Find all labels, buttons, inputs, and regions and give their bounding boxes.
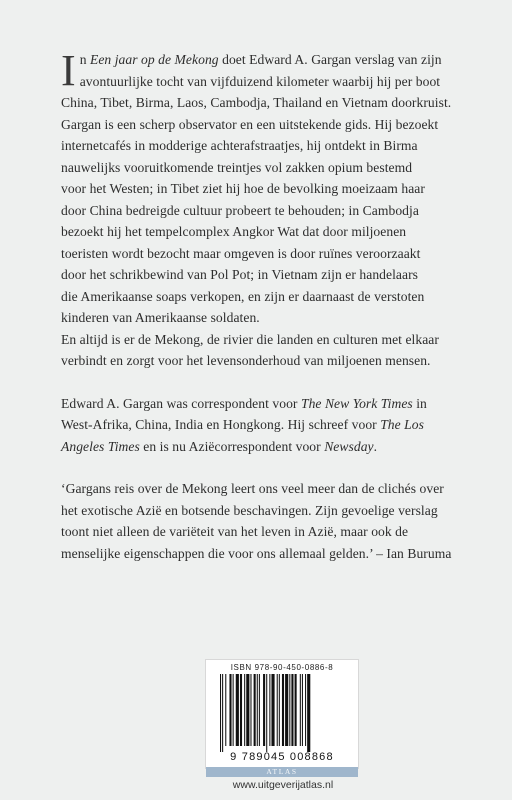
intro-line: nauwelijks vooruitkomende treintjes vol zakken opium bestemd bbox=[61, 159, 413, 175]
intro-line: toeristen wordt bezocht maar omgeven is door ruïnes veroorzaakt bbox=[61, 245, 421, 261]
barcode-bar bbox=[222, 674, 223, 752]
intro-line: die Amerikaanse soaps verkopen, en zijn er daarnaast de verstoten bbox=[61, 288, 425, 304]
intro-line: door het schrikbewind van Pol Pot; in Vietnam zijn er handelaars bbox=[61, 267, 419, 282]
barcode-bar bbox=[259, 674, 260, 746]
bio-line: Edward A. Gargan was correspondent voor The New York Times in bbox=[61, 395, 427, 411]
author-bio bbox=[61, 393, 481, 458]
barcode-bar bbox=[244, 674, 245, 746]
intro-line: n Een jaar op de Mekong doet Edward A. Gargan verslag van zijn bbox=[79, 52, 442, 67]
barcode-bar bbox=[250, 674, 251, 746]
intro-line: door China bedreigde cultuur probeert te behouden; in Cambodja bbox=[61, 202, 419, 218]
quote-line: het exotische Azië en botsende beschavingen. Zijn gevoelige verslag bbox=[61, 502, 438, 518]
bio-line: Angeles Times en is nu Aziëcorrespondent voor Newsday. bbox=[61, 438, 378, 454]
barcode-bar bbox=[285, 674, 288, 746]
barcode-bar bbox=[282, 674, 284, 746]
intro-paragraph bbox=[61, 46, 481, 372]
isbn-label: ISBN 978-90-450-0886-8 bbox=[230, 663, 334, 672]
quote-line: toont niet alleen de variëteit van het leven in Azië, maar ook de bbox=[61, 524, 409, 539]
intro-line: avontuurlijke tocht van vijfduizend kilometer waarbij hij per boot bbox=[79, 73, 441, 89]
publisher-name: ATLAS bbox=[266, 767, 298, 776]
barcode-bar bbox=[307, 674, 310, 752]
intro-line: internetcafés in modderige achterafstraatjes, hij ontdekt in Birma bbox=[61, 138, 418, 153]
back-cover-text bbox=[61, 46, 481, 564]
barcode-digits: 9 789045 008868 bbox=[230, 751, 334, 763]
barcode-bar bbox=[277, 674, 278, 746]
barcode-bar bbox=[257, 674, 258, 746]
quote-line: menselijke eigenschappen die voor ons allemaal gelden.’ – Ian Buruma bbox=[61, 545, 452, 561]
intro-line: kinderen van Amerikaanse soldaten. bbox=[61, 310, 260, 325]
barcode-bar bbox=[240, 674, 242, 746]
review-quote bbox=[61, 478, 481, 564]
publisher-band bbox=[206, 767, 358, 777]
barcode-bar bbox=[289, 674, 290, 746]
intro-line: China, Tibet, Birma, Laos, Cambodja, Thailand en Vietnam doorkruist. bbox=[61, 95, 452, 110]
bio-line: West-Afrika, China, India en Hongkong. Hij schreef voor The Los bbox=[61, 417, 424, 432]
intro-line: bezoekt hij het tempelcomplex Angkor Wat dat door miljoenen bbox=[61, 224, 407, 239]
barcode-bar bbox=[269, 674, 270, 746]
barcode-bar bbox=[236, 674, 239, 746]
barcode-bar bbox=[295, 674, 297, 746]
intro-line: verbindt en zorgt voor het levensonderhoud van miljoenen mensen. bbox=[61, 353, 431, 368]
publisher-website: www.uitgeverijatlas.nl bbox=[232, 779, 334, 791]
intro-line: voor het Westen; in Tibet ziet hij hoe de bevolking moeizaam haar bbox=[61, 181, 425, 196]
barcode-bar bbox=[305, 674, 306, 746]
barcode-bar bbox=[229, 674, 231, 746]
intro-line: Gargan is een scherp observator en een uitstekende gids. Hij bezoekt bbox=[61, 116, 439, 132]
barcode-bar bbox=[271, 674, 274, 746]
barcode-bar bbox=[246, 674, 249, 746]
barcode-bar bbox=[279, 674, 280, 746]
intro-line: En altijd is er de Mekong, de rivier die landen en culturen met elkaar bbox=[61, 331, 439, 347]
barcode-bar bbox=[300, 674, 301, 746]
barcode-bar bbox=[220, 674, 221, 752]
quote-line: ‘Gargans reis over de Mekong leert ons veel meer dan de clichés over bbox=[61, 481, 444, 496]
barcode-bar bbox=[254, 674, 256, 746]
barcode-bars bbox=[218, 674, 350, 752]
barcode-bar bbox=[291, 674, 293, 746]
barcode-bar bbox=[233, 674, 234, 746]
drop-cap: I bbox=[61, 46, 76, 95]
barcode-bar bbox=[266, 674, 267, 752]
barcode-bar bbox=[263, 674, 265, 746]
barcode-bar bbox=[225, 674, 226, 746]
barcode-bar bbox=[302, 674, 303, 746]
isbn-barcode bbox=[205, 659, 359, 769]
